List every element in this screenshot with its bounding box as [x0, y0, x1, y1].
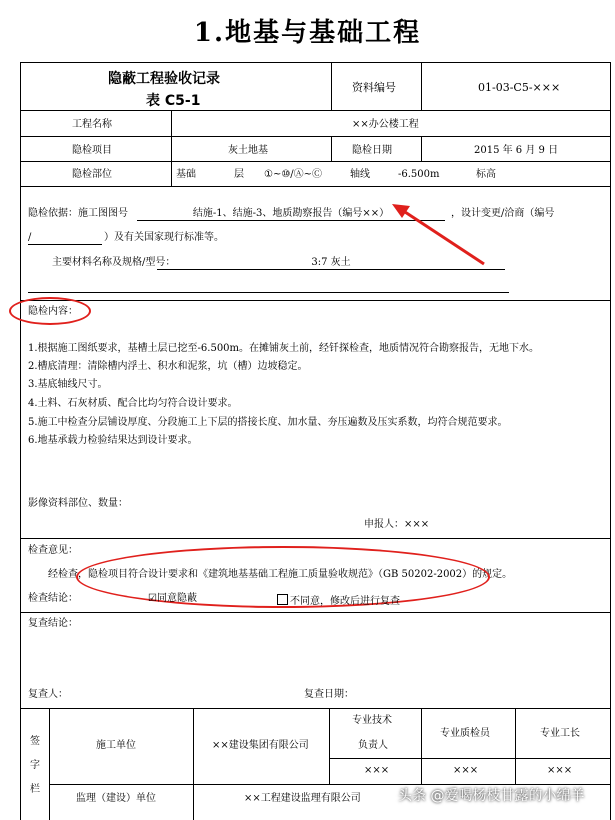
drawing-numbers: 结施-1、结施-3、地质勘察报告（编号××）: [137, 209, 445, 221]
agree-option: [148, 594, 197, 604]
divider: [20, 110, 611, 111]
elevation-value: -6.500m: [398, 169, 440, 180]
divider: [193, 708, 194, 820]
content-item-2: 2.槽底清理：清除槽内浮土、积水和泥浆，坑（槽）边坡稳定。: [28, 361, 308, 372]
tech-lead-header-line2: 负责人: [358, 740, 388, 751]
elevation-label: 标高: [476, 169, 496, 180]
part-layer: 层: [234, 169, 244, 180]
part-axes: ①~⑩/Ⓐ~Ⓒ: [264, 169, 323, 180]
builder-value: ××建设集团有限公司: [212, 740, 309, 751]
divider: [20, 186, 611, 187]
tech-lead-name: ×××: [364, 765, 390, 776]
divider: [49, 708, 50, 820]
reviewer-label: 复查人：: [28, 689, 68, 700]
divider: [49, 784, 611, 785]
basis-change-label: ，设计变更/洽商（编号: [451, 208, 555, 219]
divider: [331, 62, 332, 110]
project-name-label: 工程名称: [72, 119, 112, 130]
divider: [20, 538, 611, 539]
divider: [329, 708, 330, 784]
review-label: 复查结论：: [28, 618, 78, 629]
underline: [28, 292, 509, 293]
content-item-4: 4.土料、石灰材质、配合比均匀符合设计要求。: [28, 398, 238, 409]
change-number: /: [28, 233, 102, 245]
form-code: 表 C5-1: [146, 93, 201, 109]
reporter: 申报人：×××: [364, 519, 430, 530]
builder-label: 施工单位: [96, 740, 136, 751]
divider: [329, 758, 611, 759]
opinion-label: 检查意见：: [28, 545, 78, 556]
divider: [421, 62, 422, 110]
divider: [20, 300, 611, 301]
disagree-option: [277, 594, 400, 607]
materials-label: 主要材料名称及规格/型号：: [52, 257, 176, 268]
divider: [331, 136, 332, 161]
annotation-circle: [9, 297, 91, 325]
divider: [515, 708, 516, 784]
divider: [171, 110, 172, 186]
unchecked-box-icon: [277, 594, 288, 605]
content-item-1: 1.根据施工图纸要求，基槽土层已挖至-6.500m。在摊铺灰土前，经钎探检查，地质情况符合勘察报告，无地下水。: [28, 343, 540, 354]
divider: [20, 612, 611, 613]
inspection-date-label: 隐检日期: [352, 145, 392, 156]
annotation-arrow: [380, 198, 490, 270]
divider: [20, 136, 611, 137]
document-title: 1.地基与基础工程: [193, 18, 422, 48]
content-item-5: 5.施工中检查分层铺设厚度、分段施工上下层的搭接长度、加水量、夯压遍数及压实系数，均符合规范要求。: [28, 417, 508, 428]
divider: [20, 708, 611, 709]
divider: [20, 161, 611, 162]
opinion-text: 经检查，隐检项目符合设计要求和《建筑地基基础工程施工质量验收规范》（GB 50202-2002）的规定。: [48, 569, 513, 580]
tech-lead-header-line1: 专业技术: [352, 715, 392, 726]
supervisor-value: ××工程建设监理有限公司: [244, 793, 361, 804]
axis-label: 轴线: [350, 169, 370, 180]
basis-prefix: 隐检依据：施工图图号: [28, 208, 128, 219]
agree-label: 同意隐蔽: [156, 593, 197, 604]
signature-column-label: 签字栏: [30, 736, 40, 795]
disagree-label: 不同意，修改后进行复查: [290, 596, 400, 607]
content-item-3: 3.基底轴线尺寸。: [28, 379, 108, 390]
part-foundation: 基础: [176, 169, 196, 180]
checked-box-icon: ☑: [148, 593, 157, 604]
foreman-header: 专业工长: [540, 728, 580, 739]
qc-header: 专业质检员: [440, 728, 490, 739]
inspection-part-label: 隐检部位: [72, 169, 112, 180]
divider: [421, 708, 422, 784]
supervisor-label: 监理（建设）单位: [76, 793, 156, 804]
qc-name: ×××: [453, 765, 479, 776]
ref-number-value: 01-03-C5-×××: [478, 81, 561, 94]
divider: [421, 136, 422, 161]
project-name-value: ××办公楼工程: [352, 119, 419, 130]
image-record-label: 影像资料部位、数量：: [28, 498, 128, 509]
watermark: 头条 @爱喝杨枝甘露的小绵羊: [398, 788, 585, 804]
materials-value: 3:7 灰土: [157, 258, 505, 270]
form-title: 隐蔽工程验收记录: [108, 71, 220, 87]
inspection-item-value: 灰土地基: [228, 145, 268, 156]
basis-suffix: ）及有关国家现行标准等。: [104, 232, 224, 243]
review-date-label: 复查日期：: [304, 689, 354, 700]
conclusion-label: 检查结论：: [28, 593, 78, 604]
inspection-date-value: 2015 年 6 月 9 日: [474, 145, 559, 156]
ref-number-label: 资料编号: [352, 81, 396, 94]
content-label: 隐检内容：: [28, 306, 78, 317]
foreman-name: ×××: [547, 765, 573, 776]
inspection-item-label: 隐检项目: [72, 145, 112, 156]
content-item-6: 6.地基承载力检验结果达到设计要求。: [28, 435, 198, 446]
